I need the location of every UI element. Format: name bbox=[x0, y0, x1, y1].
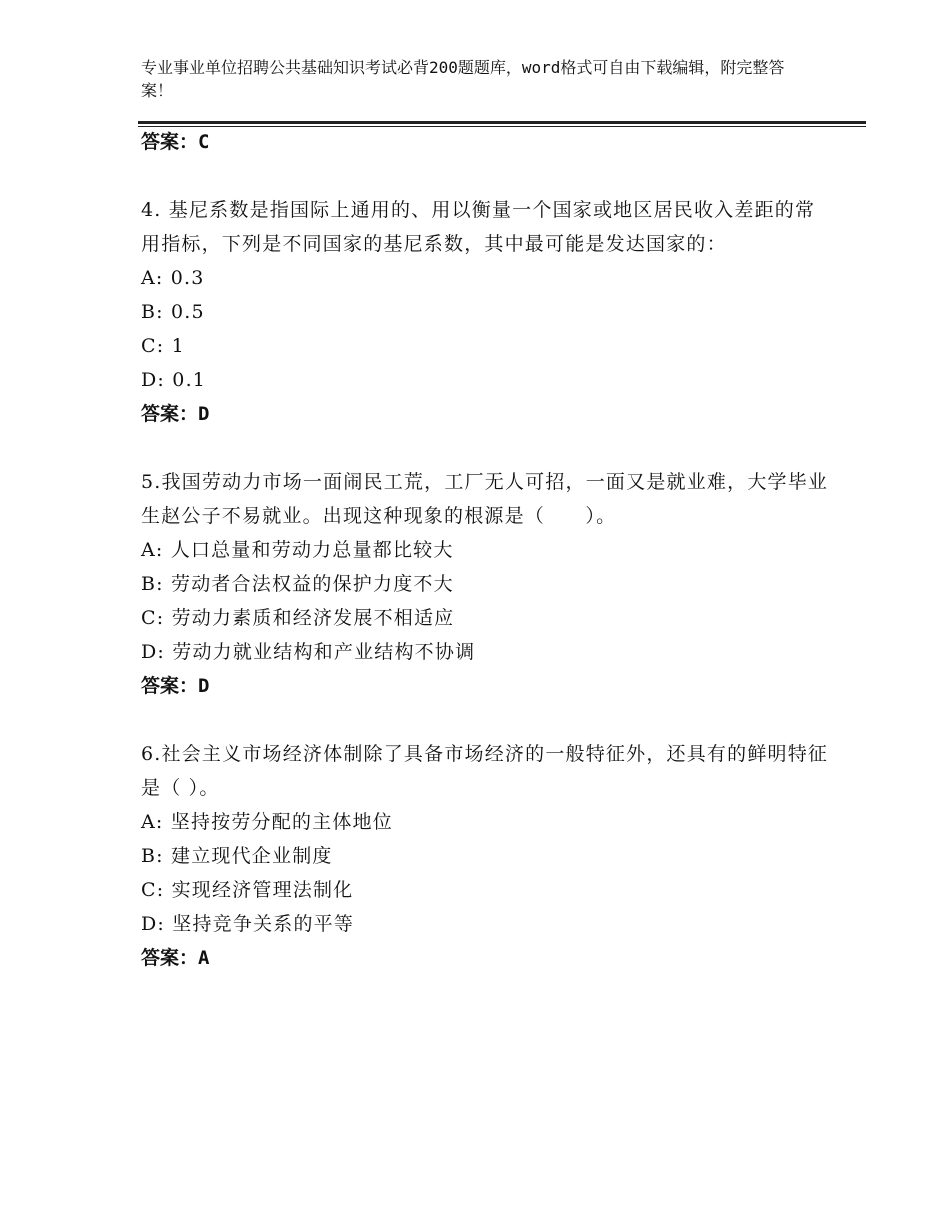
answer-line: 答案：C bbox=[141, 131, 210, 153]
question-stem: 4. 基尼系数是指国际上通用的、用以衡量一个国家或地区居民收入差距的常用指标，下列是不同国家的基尼系数，其中最可能是发达国家的： bbox=[141, 199, 816, 255]
document-header: 专业事业单位招聘公共基础知识考试必背200题题库，word格式可自由下载编辑，附完整答案！ bbox=[141, 58, 785, 100]
option-a: A: 0.3 bbox=[141, 267, 205, 289]
option-c: C: 实现经济管理法制化 bbox=[141, 879, 354, 901]
question-stem: 6.社会主义市场经济体制除了具备市场经济的一般特征外，还具有的鲜明特征是（ ）。 bbox=[141, 743, 829, 799]
option-d: D: 劳动力就业结构和产业结构不协调 bbox=[141, 641, 476, 663]
question-block bbox=[141, 737, 831, 975]
option-d: D: 坚持竞争关系的平等 bbox=[141, 913, 355, 935]
option-b: B: 0.5 bbox=[141, 301, 205, 323]
question-block bbox=[141, 193, 831, 431]
answer-line: 答案：D bbox=[141, 403, 210, 425]
option-a: A: 人口总量和劳动力总量都比较大 bbox=[141, 539, 454, 561]
question-stem: 5.我国劳动力市场一面闹民工荒，工厂无人可招，一面又是就业难，大学毕业生赵公子不易就业。出现这种现象的根源是（ ）。 bbox=[141, 471, 829, 527]
question-block bbox=[141, 465, 831, 703]
option-d: D: 0.1 bbox=[141, 369, 207, 391]
answer-line: 答案：D bbox=[141, 675, 210, 697]
option-b: B: 建立现代企业制度 bbox=[141, 845, 333, 867]
question-list bbox=[141, 125, 831, 975]
option-c: C: 1 bbox=[141, 335, 185, 357]
answer-line: 答案：A bbox=[141, 947, 210, 969]
header-rule-thick bbox=[138, 121, 866, 124]
option-b: B: 劳动者合法权益的保护力度不大 bbox=[141, 573, 454, 595]
option-a: A: 坚持按劳分配的主体地位 bbox=[141, 811, 393, 833]
option-c: C: 劳动力素质和经济发展不相适应 bbox=[141, 607, 455, 629]
